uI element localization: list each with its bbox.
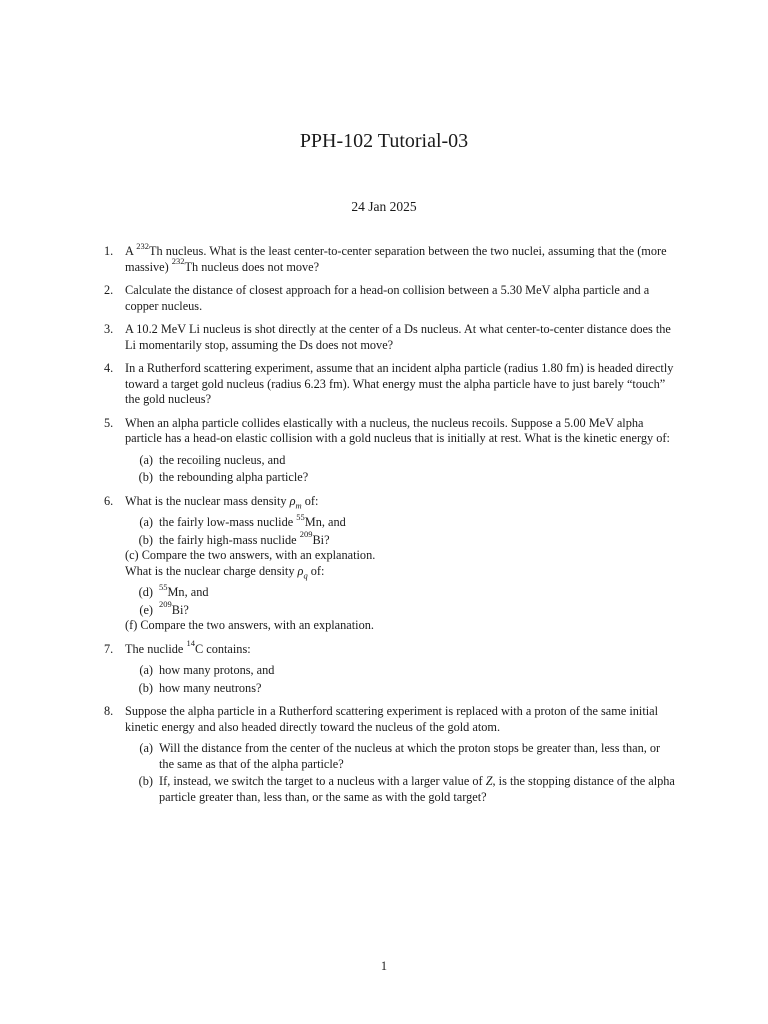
subquestion-c: (c) Compare the two answers, with an explanation. xyxy=(125,548,376,562)
question-text: A 10.2 MeV Li nucleus is shot directly at the center of a Ds nucleus. At what center-to-center distance does the Li momentarily stop, assuming the Ds does not move? xyxy=(125,322,671,352)
subquestion-d: (d) $^{55}$Mn, and xyxy=(138,581,209,599)
question-number: 3. xyxy=(104,322,114,336)
question-text: When an alpha particle collides elastically with a nucleus, the nucleus recoils. Suppose a 5.00 MeV alpha particle has a head-on elastic collision with a gold nucleus that is initially at rest. What is the kinetic energy of: xyxy=(125,415,670,445)
document-date: 24 Jan 2025 xyxy=(351,199,417,214)
page-number: 1 xyxy=(380,959,388,973)
document-title: PPH-102 Tutorial-03 xyxy=(299,130,469,152)
question-7 xyxy=(104,638,676,697)
subquestion-b: (b) how many neutrons? xyxy=(138,680,262,695)
question-text: In a Rutherford scattering experiment, assume that an incident alpha particle (radius 1.80 fm) is headed directly toward a target gold nucleus (radius 6.23 fm). What energy must the alpha particle have to just barely “touch” the gold nucleus? xyxy=(125,361,674,406)
question-text: What is the nuclear mass density $\rho_m$ of: xyxy=(125,493,319,510)
question-2 xyxy=(104,283,676,314)
question-number: 1. xyxy=(104,244,114,258)
question-list xyxy=(104,240,676,813)
question-number: 8. xyxy=(104,704,114,718)
charge-density-question: What is the nuclear charge density $\rho_q$ of: xyxy=(125,563,325,580)
question-number: 5. xyxy=(104,415,114,430)
subquestion-b: (b) If, instead, we switch the target to a nucleus with a larger value of Z, is the stopping distance of the alpha particle greater than, less than, or the same as with the gold target? xyxy=(138,774,675,804)
question-number: 4. xyxy=(104,361,114,375)
subquestion-a: (a) how many protons, and xyxy=(139,663,275,677)
subquestion-f: (f) Compare the two answers, with an explanation. xyxy=(125,618,374,632)
question-4 xyxy=(104,361,676,408)
question-8 xyxy=(104,704,676,805)
subquestion-a: (a) the fairly low-mass nuclide $^{55}$Mn, and xyxy=(139,511,346,529)
subquestion-a: (a) Will the distance from the center of the nucleus at which the proton stops be greater than, less than, or the same as that of the alpha particle? xyxy=(139,741,661,771)
question-text: The nuclide $^{14}$C contains: xyxy=(125,638,251,656)
question-1 xyxy=(104,240,676,275)
subquestion-b: (b) the fairly high-mass nuclide $^{209}$Bi? xyxy=(138,529,330,547)
question-text: Suppose the alpha particle in a Rutherford scattering experiment is replaced with a proton of the same initial kinetic energy and also headed directly toward the nucleus of the gold atom. xyxy=(125,704,659,734)
subquestion-a: (a) the recoiling nucleus, and xyxy=(139,452,286,467)
question-3 xyxy=(104,322,676,353)
question-text: Calculate the distance of closest approach for a head-on collision between a 5.30 MeV alpha particle and a copper nucleus. xyxy=(125,283,650,313)
question-5 xyxy=(104,416,676,486)
question-6 xyxy=(104,494,676,634)
question-number: 6. xyxy=(104,493,114,508)
subquestion-e: (e) $^{209}$Bi? xyxy=(139,599,189,617)
question-text: A $^{232}$Th nucleus. What is the least center-to-center separation between the two nuclei, assuming that the (more massive) $^{232}$Th nucleus does not move? xyxy=(125,240,667,274)
subquestion-b: (b) the rebounding alpha particle? xyxy=(138,470,309,484)
question-number: 7. xyxy=(104,641,114,656)
question-number: 2. xyxy=(104,283,114,297)
